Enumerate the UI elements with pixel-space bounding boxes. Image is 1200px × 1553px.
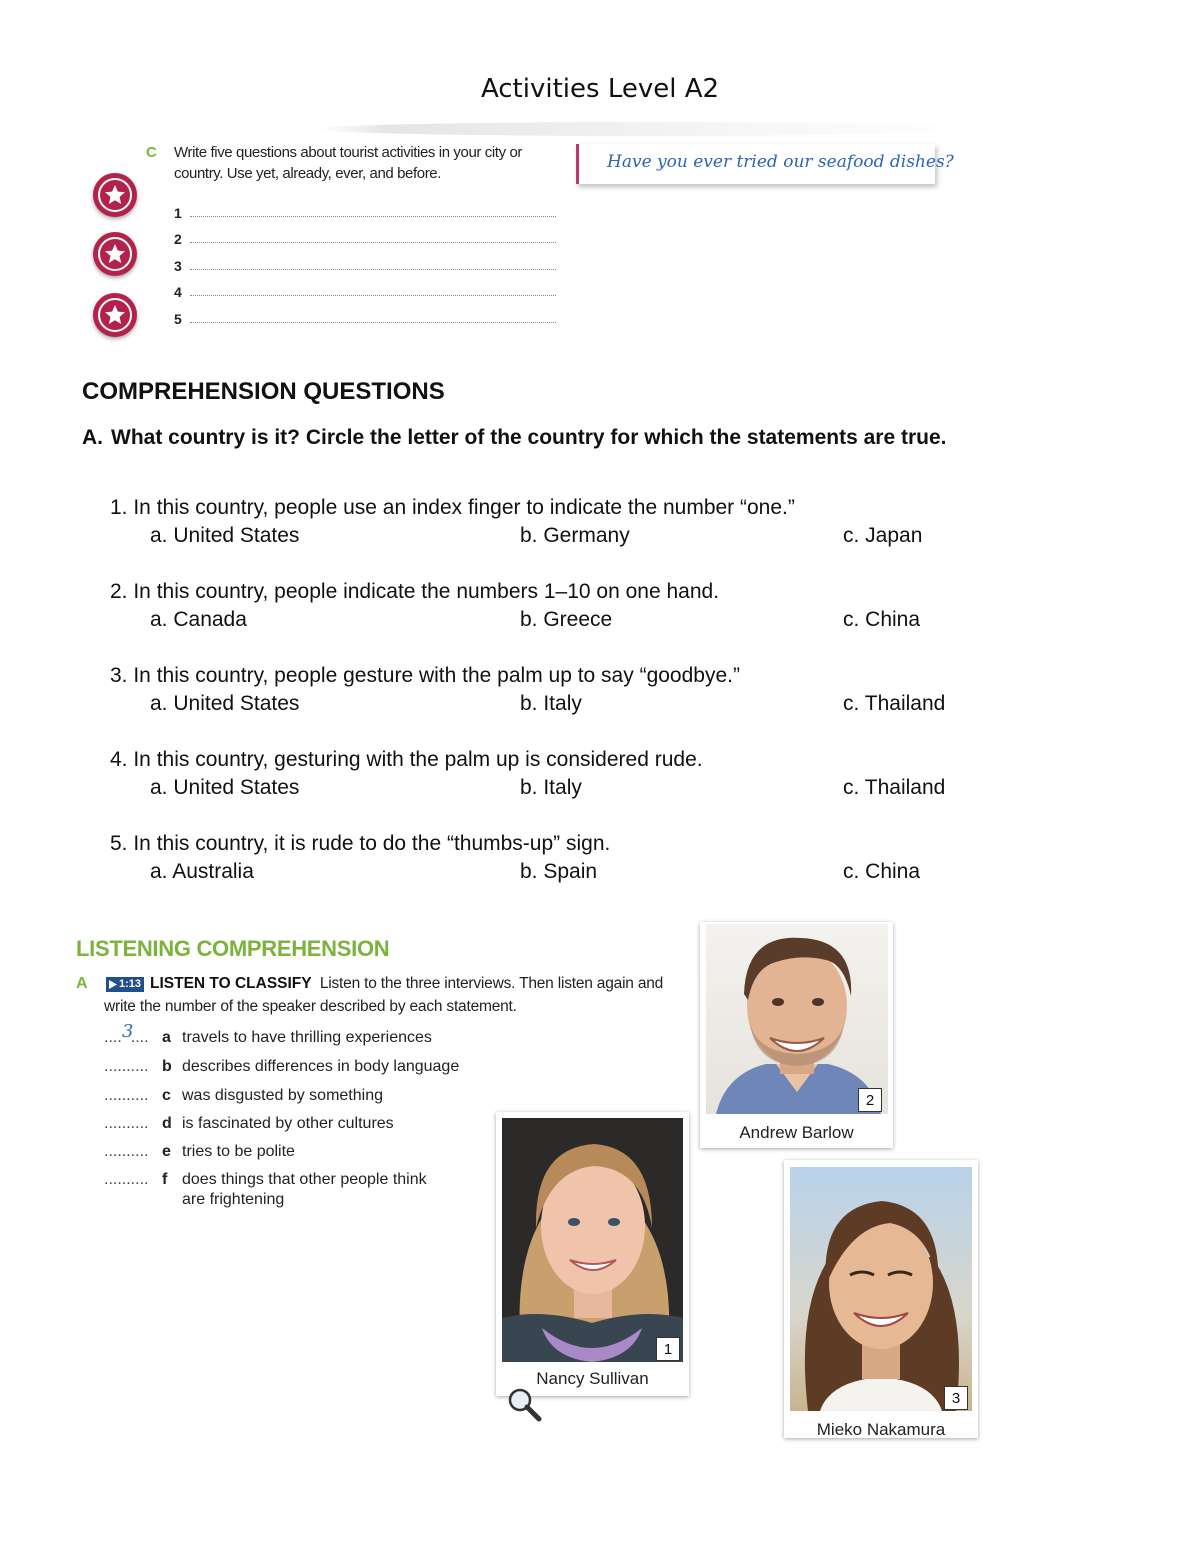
speaker-number: 2 — [858, 1088, 882, 1112]
answer-line[interactable]: 4 — [174, 274, 556, 301]
speaker-photo — [706, 924, 888, 1114]
star-icon — [93, 232, 137, 276]
option-c[interactable]: c. China — [843, 608, 921, 631]
page-title: Activities Level A2 — [480, 74, 720, 104]
option-b[interactable]: b. Spain — [520, 860, 598, 883]
activity-letter: C — [146, 144, 157, 161]
activity-instruction: Write five questions about tourist activities in your city or country. Use yet, already, ever, and before. — [174, 144, 522, 182]
option-a[interactable]: a. Australia — [150, 860, 254, 883]
speaker-card-mieko — [784, 1160, 978, 1438]
answer-blank[interactable]: .... .... 3 — [104, 1021, 149, 1046]
track-number: 1:13 — [119, 978, 142, 990]
answer-blank[interactable]: .......... — [104, 1058, 149, 1075]
example-answer-box — [576, 144, 954, 184]
speaker-name: Mieko Nakamura — [816, 1420, 946, 1439]
option-c[interactable]: c. Japan — [843, 524, 923, 547]
statement-item: .......... d is fascinated by other cultures — [104, 1115, 394, 1132]
statement-item: .... .... 3 a travels to have thrilling experiences — [104, 1021, 432, 1046]
option-c[interactable]: c. Thailand — [843, 776, 946, 799]
part-label: A — [76, 975, 88, 992]
option-c[interactable]: c. China — [843, 860, 921, 883]
answer-line[interactable]: 5 — [174, 300, 556, 327]
statement-item: .......... e tries to be polite — [104, 1143, 295, 1160]
option-b[interactable]: b. Germany — [520, 524, 630, 547]
option-b[interactable]: b. Italy — [520, 692, 582, 715]
statement-item: .......... f does things that other people think are frightening — [104, 1171, 427, 1208]
answer-line[interactable]: 3 — [174, 247, 556, 274]
question — [110, 494, 1010, 550]
speaker-number: 1 — [656, 1337, 680, 1361]
statement-item: .......... b describes differences in body language — [104, 1058, 460, 1075]
answer-blank[interactable]: .......... — [104, 1115, 149, 1132]
star-icon — [93, 293, 137, 337]
listening-heading: LISTENING COMPREHENSION — [76, 936, 390, 961]
part-a-instruction: A. What country is it? Circle the letter of the country for which the statements are true. — [82, 426, 947, 449]
speaker-card-andrew — [700, 922, 893, 1148]
question-stem: 2. In this country, people indicate the numbers 1–10 on one hand. — [110, 580, 720, 603]
answer-blank[interactable]: .......... — [104, 1087, 149, 1104]
question — [110, 662, 1010, 718]
speaker-photo — [790, 1167, 972, 1411]
decorative-shadow — [318, 122, 978, 136]
question — [110, 830, 1010, 886]
option-a[interactable]: a. United States — [150, 776, 300, 799]
star-icon — [93, 173, 137, 217]
statement-item: .......... c was disgusted by something — [104, 1087, 383, 1104]
option-b[interactable]: b. Italy — [520, 776, 582, 799]
question-stem: 3. In this country, people gesture with the palm up to say “goodbye.” — [110, 664, 740, 687]
option-a[interactable]: a. United States — [150, 524, 300, 547]
answer-line[interactable]: 2 — [174, 221, 556, 248]
example-answer: Have you ever tried our seafood dishes? — [607, 152, 954, 172]
speaker-name: Andrew Barlow — [739, 1123, 854, 1142]
answer-line[interactable]: 1 — [174, 194, 556, 221]
magnifier-icon[interactable] — [506, 1386, 544, 1429]
speaker-photo — [502, 1118, 683, 1362]
question — [110, 746, 1010, 802]
answer-lines — [174, 194, 556, 327]
option-a[interactable]: a. Canada — [150, 608, 247, 631]
speaker-card-nancy — [496, 1112, 689, 1396]
option-a[interactable]: a. United States — [150, 692, 300, 715]
option-b[interactable]: b. Greece — [520, 608, 613, 631]
option-c[interactable]: c. Thailand — [843, 692, 946, 715]
answer-blank[interactable]: .......... — [104, 1171, 149, 1188]
handwritten-answer: 3 — [122, 1021, 134, 1042]
question — [110, 578, 1010, 634]
speaker-number: 3 — [944, 1386, 968, 1410]
question-stem: 1. In this country, people use an index finger to indicate the number “one.” — [110, 496, 795, 519]
section-heading: COMPREHENSION QUESTIONS — [82, 378, 445, 405]
question-stem: 5. In this country, it is rude to do the “thumbs-up” sign. — [110, 832, 611, 855]
answer-blank[interactable]: .......... — [104, 1143, 149, 1160]
task-label: LISTEN TO CLASSIFY — [150, 975, 312, 992]
speaker-name: Nancy Sullivan — [536, 1369, 649, 1388]
listening-instruction: LISTEN TO CLASSIFY Listen to the three interviews. Then listen again and write the number of the speaker described by each statement. — [104, 975, 664, 1015]
question-stem: 4. In this country, gesturing with the palm up is considered rude. — [110, 748, 703, 771]
